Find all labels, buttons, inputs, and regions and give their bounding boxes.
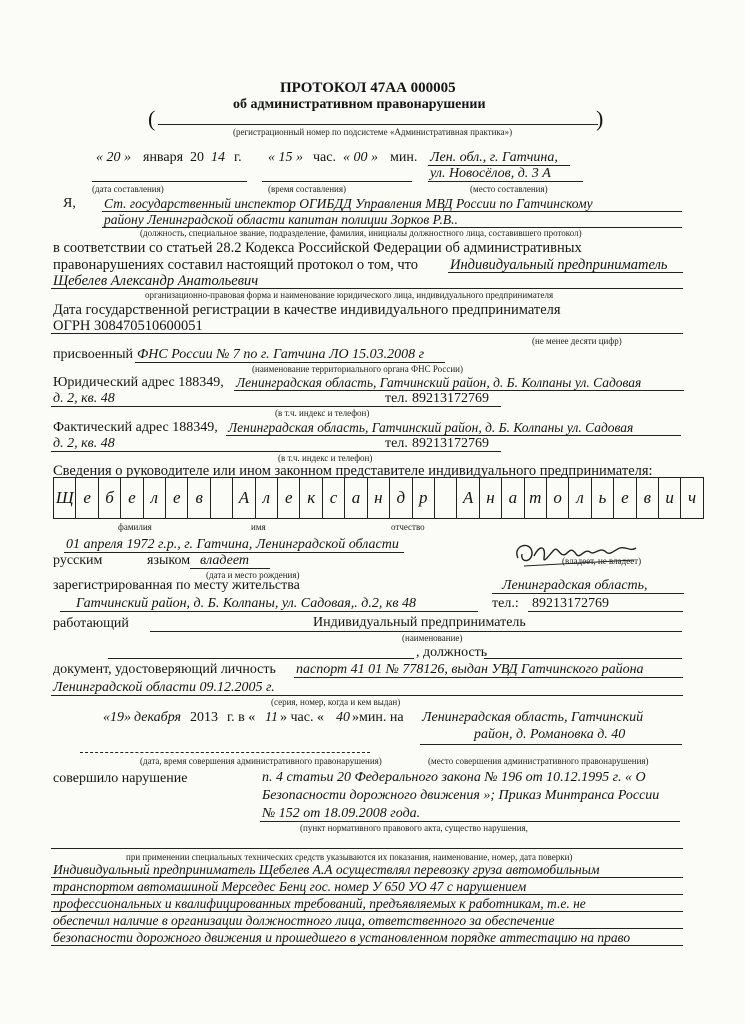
identity-underline1 bbox=[294, 677, 683, 678]
name-cell: е bbox=[76, 478, 98, 518]
birth-caption: (дата и место рождения) bbox=[206, 570, 300, 580]
intro-line2: правонарушениях составил настоящий протокол о том, что bbox=[53, 257, 419, 273]
name-cell: Щ bbox=[54, 478, 76, 518]
violation-caption: (пункт нормативного правового акта, существо нарушения, bbox=[300, 823, 528, 833]
time-minute-label: мин. bbox=[390, 150, 418, 165]
work-value: Индивидуальный предприниматель bbox=[313, 615, 526, 630]
residence-label: зарегистрированная по месту жительства bbox=[53, 578, 300, 593]
inspector-caption: (должность, специальное звание, подразделение, фамилия, инициалы должностного лица, составившего протокол) bbox=[140, 228, 582, 238]
tech-caption: при применении специальных технических средств указываются их показания, наименование, номер, дата поверки) bbox=[126, 852, 573, 862]
place-caption: (место составления) bbox=[470, 184, 548, 194]
place-underline2 bbox=[428, 181, 583, 182]
legal-phone: 89213172769 bbox=[412, 391, 489, 406]
name-cell: в bbox=[188, 478, 210, 518]
actual-address-label: Фактический адрес 188349, bbox=[53, 420, 218, 435]
violation-day: «19» bbox=[103, 710, 131, 725]
actual-address-caption: (в т.ч. индекс и телефон) bbox=[278, 453, 373, 463]
work-caption: (наименование) bbox=[402, 633, 463, 643]
legal-phone-label: тел. bbox=[385, 391, 408, 406]
assigned-caption: (наименование территориального органа ФНС России) bbox=[252, 364, 463, 374]
violation-place-underline bbox=[420, 744, 682, 745]
violation-minute: 40 bbox=[336, 710, 350, 725]
actual-address-value1: Ленинградская область, Гатчинский район, д. Б. Колпаны ул. Садовая bbox=[228, 420, 634, 435]
name-cell: ь bbox=[592, 478, 614, 518]
ogrn-underline bbox=[51, 333, 683, 334]
reg-number-line bbox=[158, 124, 598, 125]
intro-entity-type: Индивидуальный предприниматель bbox=[450, 257, 668, 273]
date-year-suffix: г. bbox=[234, 150, 242, 165]
name-cell: с bbox=[323, 478, 345, 518]
ogrn-value: ОГРН 308470510600051 bbox=[53, 318, 203, 334]
name-cell: л bbox=[569, 478, 591, 518]
violation-time-underline bbox=[80, 752, 370, 753]
surname-caption: фамилия bbox=[118, 522, 152, 532]
time-hour: « 15 » bbox=[268, 150, 303, 165]
protocol-subtitle: об административном правонарушении bbox=[233, 97, 486, 112]
description-underline3 bbox=[51, 911, 683, 912]
tech-underline bbox=[51, 848, 683, 849]
intro-entity-name: Щебелев Александр Анатольевич bbox=[53, 273, 259, 289]
name-cell: т bbox=[525, 478, 547, 518]
violation-label: совершило нарушение bbox=[53, 771, 188, 786]
name-cell: к bbox=[300, 478, 322, 518]
patronymic-caption: отчество bbox=[391, 522, 425, 532]
name-cell: а bbox=[502, 478, 524, 518]
name-cell bbox=[435, 478, 457, 518]
name-cell bbox=[211, 478, 233, 518]
violation-line2: Безопасности дорожного движения »; Приказ Минтранса России bbox=[262, 788, 660, 803]
lang-value: владеет bbox=[200, 553, 249, 568]
name-caption: имя bbox=[251, 522, 266, 532]
identity-caption: (серия, номер, когда и кем выдан) bbox=[271, 697, 401, 707]
legal-address-label: Юридический адрес 188349, bbox=[53, 375, 224, 390]
name-cell: н bbox=[480, 478, 502, 518]
manager-name-cells bbox=[53, 477, 704, 519]
signature-image bbox=[510, 536, 640, 572]
time-underline bbox=[262, 181, 412, 182]
identity-underline2 bbox=[51, 695, 683, 696]
name-cell: н bbox=[368, 478, 390, 518]
date-day: « 20 » bbox=[96, 150, 131, 165]
name-cell: е bbox=[166, 478, 188, 518]
name-cell: д bbox=[390, 478, 412, 518]
residence-underline2 bbox=[60, 611, 478, 612]
description-underline2 bbox=[51, 894, 683, 895]
work-label: работающий bbox=[53, 616, 129, 631]
violation-place2: район, д. Романовка д. 40 bbox=[474, 727, 626, 742]
actual-address-value2: д. 2, кв. 48 bbox=[53, 436, 115, 451]
actual-phone: 89213172769 bbox=[412, 436, 489, 451]
position-underline bbox=[108, 658, 414, 659]
intro-underline3 bbox=[51, 288, 683, 289]
violation-month: декабря bbox=[134, 710, 182, 725]
position-label: , должность bbox=[416, 645, 488, 660]
name-cell: А bbox=[457, 478, 479, 518]
name-cell: б bbox=[99, 478, 121, 518]
violation-hour-label: » час. « bbox=[280, 710, 324, 725]
intro-underline2 bbox=[448, 272, 683, 273]
violation-place1: Ленинградская область, Гатчинский bbox=[422, 710, 644, 725]
lang-label: языком bbox=[147, 553, 191, 568]
time-minute: « 00 » bbox=[343, 150, 378, 165]
residence-phone: 89213172769 bbox=[532, 596, 609, 611]
reg-close-bracket: ) bbox=[596, 106, 604, 131]
name-cell: л bbox=[256, 478, 278, 518]
time-hour-label: час. bbox=[313, 150, 336, 165]
ogrn-caption: (не менее десяти цифр) bbox=[532, 336, 622, 346]
violation-hour: 11 bbox=[265, 710, 278, 725]
registration-label: Дата государственной регистрации в качестве индивидуального предпринимателя bbox=[53, 302, 561, 318]
ya-label: Я, bbox=[63, 196, 76, 211]
description-line5: безопасности дорожного движения и прошедшего в установленном порядке аттестацию на право bbox=[53, 930, 631, 945]
residence-phone-label: тел.: bbox=[492, 596, 519, 611]
identity-label: документ, удостоверяющий личность bbox=[53, 662, 276, 677]
description-line2: транспортом автомашиной Мерседес Бенц гос. номер У 650 УО 47 с нарушением bbox=[53, 879, 527, 894]
name-cell: в bbox=[637, 478, 659, 518]
lang-underline bbox=[190, 568, 270, 569]
assigned-label: присвоенный bbox=[53, 347, 133, 362]
place-line2: ул. Новосёлов, д. 3 А bbox=[430, 166, 551, 181]
name-cell: а bbox=[345, 478, 367, 518]
date-underline bbox=[92, 181, 247, 182]
identity-value2: Ленинградской области 09.12.2005 г. bbox=[53, 680, 275, 695]
lang-word: русским bbox=[53, 553, 103, 568]
intro-caption: организационно-правовая форма и наименование юридического лица, индивидуального предпринимателя bbox=[145, 290, 554, 300]
reg-caption: (регистрационный номер по подсистеме «Административная практика») bbox=[233, 127, 513, 137]
description-line3: профессиональных и квалифицированных требований, предъявляемых к работникам, т.е. не bbox=[53, 896, 586, 911]
inspector-line1: Ст. государственный инспектор ОГИБДД Управления МВД России по Гатчинскому bbox=[104, 196, 593, 211]
place-line1: Лен. обл., г. Гатчина, bbox=[430, 150, 558, 165]
birth-value: 01 апреля 1972 г.р., г. Гатчина, Ленинградской области bbox=[66, 537, 399, 552]
assigned-value: ФНС России № 7 по г. Гатчина ЛО 15.03.2008 г bbox=[137, 347, 425, 362]
description-line4: обеспечил наличие в организации должностного лица, ответственного за обеспечение bbox=[53, 913, 555, 928]
manager-label: Сведения о руководителе или ином законном представителе индивидуального предпринимателя: bbox=[53, 463, 653, 479]
violation-line1: п. 4 статьи 20 Федерального закона № 196 от 10.12.1995 г. « О bbox=[262, 770, 646, 785]
assigned-underline bbox=[135, 362, 445, 363]
residence-underline1 bbox=[492, 593, 684, 594]
lang-caption: (владеет, не владеет) bbox=[562, 556, 642, 566]
date-caption: (дата составления) bbox=[92, 184, 164, 194]
violation-underline bbox=[260, 821, 680, 822]
date-year: 14 bbox=[211, 150, 225, 165]
description-line1: Индивидуальный предприниматель Щебелев А.А осуществлял перевозку груза автомобильным bbox=[53, 862, 600, 877]
description-underline5 bbox=[51, 945, 683, 946]
description-underline4 bbox=[51, 928, 683, 929]
violation-minute-label: »мин. на bbox=[352, 710, 404, 725]
date-year-prefix: 20 bbox=[190, 150, 204, 165]
legal-address-value2: д. 2, кв. 48 bbox=[53, 391, 115, 406]
violation-year-label: г. в « bbox=[227, 710, 256, 725]
name-cell: А bbox=[233, 478, 255, 518]
residence-value2: Гатчинский район, д. Б. Колпаны, ул. Садовая,. д.2, кв 48 bbox=[76, 596, 416, 611]
intro-line1: в соответствии со статьей 28.2 Кодекса Российской Федерации об административных bbox=[53, 240, 582, 256]
violation-year: 2013 bbox=[190, 710, 218, 725]
name-cell: ч bbox=[688, 488, 697, 507]
legal-address-value1: Ленинградская область, Гатчинский район, д. Б. Колпаны ул. Садовая bbox=[236, 375, 642, 390]
legal-address-underline2 bbox=[51, 406, 501, 407]
name-cell: и bbox=[659, 478, 681, 518]
violation-time-caption: (дата, время совершения административного правонарушения) bbox=[140, 756, 382, 766]
actual-address-underline2 bbox=[51, 451, 501, 452]
residence-phone-underline bbox=[528, 611, 683, 612]
violation-line3: № 152 от 18.09.2008 года. bbox=[262, 806, 421, 821]
name-cell: л bbox=[144, 478, 166, 518]
name-cell: е bbox=[121, 478, 143, 518]
name-cell: е bbox=[278, 478, 300, 518]
name-cell: р bbox=[413, 478, 435, 518]
protocol-title: ПРОТОКОЛ 47АА 000005 bbox=[280, 80, 456, 96]
actual-phone-label: тел. bbox=[385, 436, 408, 451]
inspector-line2: району Ленинградской области капитан полиции Зорков Р.В.. bbox=[104, 212, 458, 227]
name-cell: е bbox=[614, 478, 636, 518]
description-underline1 bbox=[51, 877, 683, 878]
legal-address-caption: (в т.ч. индекс и телефон) bbox=[275, 408, 370, 418]
work-underline bbox=[150, 631, 682, 632]
reg-open-bracket: ( bbox=[148, 106, 156, 131]
residence-value1: Ленинградская область, bbox=[502, 578, 648, 593]
date-month: января bbox=[143, 150, 184, 165]
violation-place-caption: (место совершения административного правонарушения) bbox=[428, 756, 649, 766]
position-underline2 bbox=[484, 658, 682, 659]
name-cell: о bbox=[547, 478, 569, 518]
time-caption: (время составления) bbox=[268, 184, 346, 194]
identity-value1: паспорт 41 01 № 778126, выдан УВД Гатчинского района bbox=[296, 662, 644, 677]
